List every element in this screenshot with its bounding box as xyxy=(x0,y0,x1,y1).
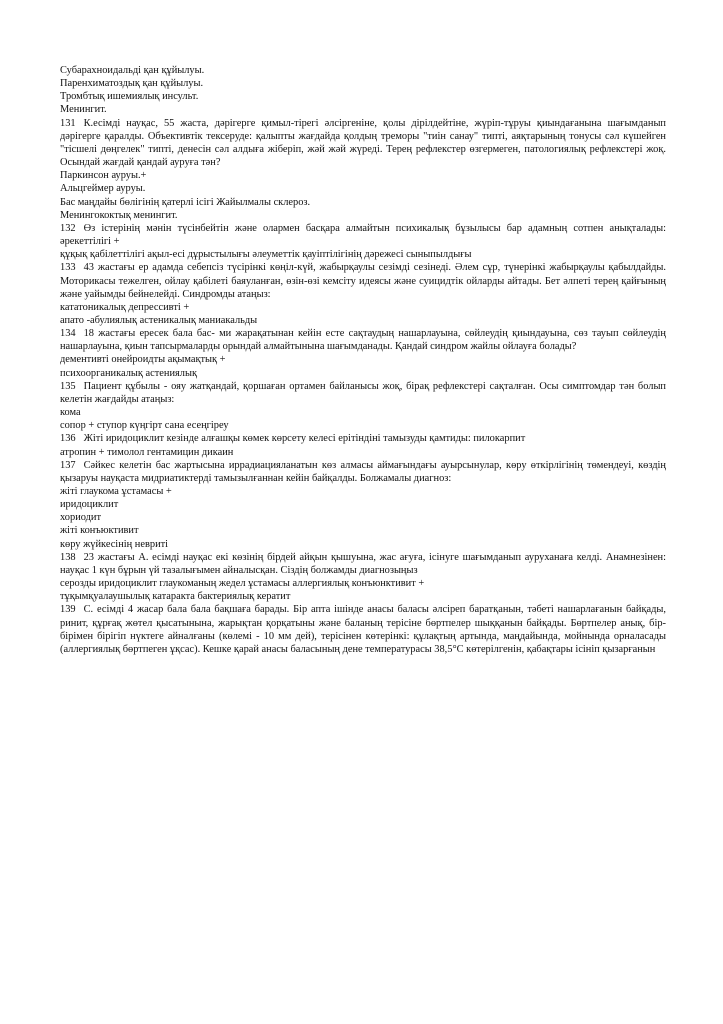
question-139 xyxy=(60,603,666,656)
answer-option: сопор + ступор күңгірт сана есеңгіреу xyxy=(60,420,229,432)
answer-option: жіті глаукома ұстамасы + xyxy=(60,486,172,497)
question-text: Жіті иридоциклит кезінде алғашқы көмек көрсету келесі ерітіндіні тамызуды қамтиды: пилокарпит xyxy=(83,433,526,445)
answer-option: тұқымқуалаушылық катаракта бактериялық кератит xyxy=(60,591,291,603)
question-text: Сәйкес келетін бас жартысына иррадиацияланатын көз алмасы аймағындағы ауырсынулар, көру өткірлігінің төмендеуі, көздің қызаруы науқаста мидриатиктерді тамызылғаннан кейін байқалды. Болжамалы диагноз: xyxy=(60,459,666,484)
question-number: 134 xyxy=(60,328,76,340)
question-132 xyxy=(60,222,666,261)
intro-line: Менингит. xyxy=(60,104,107,116)
answer-option: психоорганикалық астениялық xyxy=(60,367,198,379)
answer-option: Бас маңдайы бөлігінің қатерлі ісігі Жайылмалы склероз. xyxy=(60,196,311,208)
question-text: К.есімді науқас, 55 жаста, дәрігерге қимыл-тірегі әлсіргеніне, қолы дірілдейтіне, жүріп-тұруы қиындағанына шағымданып дәрігерге қаралды. Объективтік тексеруде: қалыпты жағдайда қолдың треморы "тиін санау" типті, аяқтарының тонусы сәл күшейген "тісшелі дөңгелек" типті, денесін сәл алдыға жіберіп, жәй жәй жүреді. Терең рефлекстер өзгермеген, патологиялық рефлекстері жоқ. Осындай жағдай қандай ауруға тән? xyxy=(60,117,666,169)
question-text: 43 жастағы ер адамда себепсіз түсірінкі көңіл-күй, жабырқаулы сезімді сезінеді. Әлем сұр, түнерінкі жабырқаулы қабылдайды. Моторикасы тежелген, ойлау қабілеті баяуланған, өзін-өзі кемсіту идеясы және суицидтік ойларды айтады. Бет әлпеті терең қайғының және уайымды бейнелейді. Синдромды атаңыз: xyxy=(60,262,666,300)
answer-option: құқық қабілеттілігі ақыл-есі дұрыстылығы әлеуметтік қауіптілігінің дәрежесі сыныпылдығы xyxy=(60,249,472,261)
question-133 xyxy=(60,261,666,327)
question-number: 138 xyxy=(60,551,76,563)
answer-option: Альцгеймер ауруы. xyxy=(60,183,146,195)
question-text: С. есімді 4 жасар бала бала бақшаға барады. Бір апта ішінде анасы баласы әлсіреп баратқанын, тәбеті нашарлағанын байқады, ринит, құрғақ жөтел қысатынына, жарықтан қорқатыны және баланың терісіне бөртпелер шыққанын байқады. Бөртпелер анық, бір-бірімен бірігіп нүктеге айналғаны (көлемі - 10 мм дей), терісінен көтерінкі: құлақтың артында, маңдайында, мойнында орналасады (аллергиялық бөртпеген ұқсас). Кешке қарай анасы баласының дене температурасы 38,5°С көтерілгенін, қабақтары ісініп қызарғанын xyxy=(60,604,666,655)
answer-option: жіті конъюктивит xyxy=(60,525,139,537)
answer-option: Менингококтық менингит. xyxy=(60,209,178,221)
answer-option: атропин + тимолол гентамицин дикаин xyxy=(60,446,234,458)
answer-option: көру жүйкесінің невриті xyxy=(60,538,169,550)
answer-option: апато -абулиялық астеникалық маниакальды xyxy=(60,314,258,326)
question-number: 132 xyxy=(60,222,76,234)
answer-option: дементивті онейроидты ақымақтық + xyxy=(60,354,226,366)
answer-option: кома xyxy=(60,407,81,419)
answer-option: серозды иридоциклит глаукоманың жедел ұстамасы аллергиялық конъюнктивит + xyxy=(60,578,425,590)
question-number: 139 xyxy=(60,604,76,616)
question-number: 137 xyxy=(60,459,76,471)
question-number: 133 xyxy=(60,262,76,274)
answer-option: хориодит xyxy=(60,512,102,524)
question-number: 131 xyxy=(60,117,76,129)
question-135 xyxy=(60,380,666,433)
question-text: Пациент құбылы - ояу жатқандай, қоршаған ортамен байланысы жоқ, бірақ рефлекстері сақталған. Осы симптомдар тән болып келетін жағдайды атаңыз: xyxy=(60,380,666,405)
question-number: 136 xyxy=(60,433,76,445)
question-text: 23 жастағы А. есімді науқас екі көзінің бірдей айқын қышуына, жас ағуға, ісінуге шағымданып ауруханаға келді. Анамнезінен: науқас 1 күн бұрын үй тазалығымен айналысқан. Сіздің болжамды диагнозыңыз xyxy=(60,551,666,576)
answer-option: кататоникалық депрессивті + xyxy=(60,301,190,313)
intro-line: Тромбтық ишемиялық инсульт. xyxy=(60,91,199,103)
question-text: 18 жастағы ересек бала бас- ми жарақатынан кейін есте сақтаудың нашарлауына, сөйлеудің қиындауына, сөз тауып сөйлеудің нашарлауына, қиын тапсырмаларды орындай алмайтынына шағымданады. Қандай синдром жайлы ойлауға болады? xyxy=(60,328,666,353)
question-134 xyxy=(60,327,666,380)
question-text: Өз істерінің мәнін түсінбейтін және олармен басқара алмайтын психикалық бұзылысы бар адамның сотпен анықталады: әрекеттілігі + xyxy=(60,222,666,248)
document-body xyxy=(60,64,666,656)
question-131 xyxy=(60,117,666,222)
intro-line: Паренхиматоздық қан құйылуы. xyxy=(60,78,204,90)
intro-line: Субарахноидальді қан құйылуы. xyxy=(60,65,205,76)
answer-option: иридоциклит xyxy=(60,499,119,511)
answer-option: Паркинсон ауруы.+ xyxy=(60,170,147,182)
question-136 xyxy=(60,432,666,458)
question-138 xyxy=(60,551,666,604)
question-number: 135 xyxy=(60,380,76,392)
question-137 xyxy=(60,459,666,551)
